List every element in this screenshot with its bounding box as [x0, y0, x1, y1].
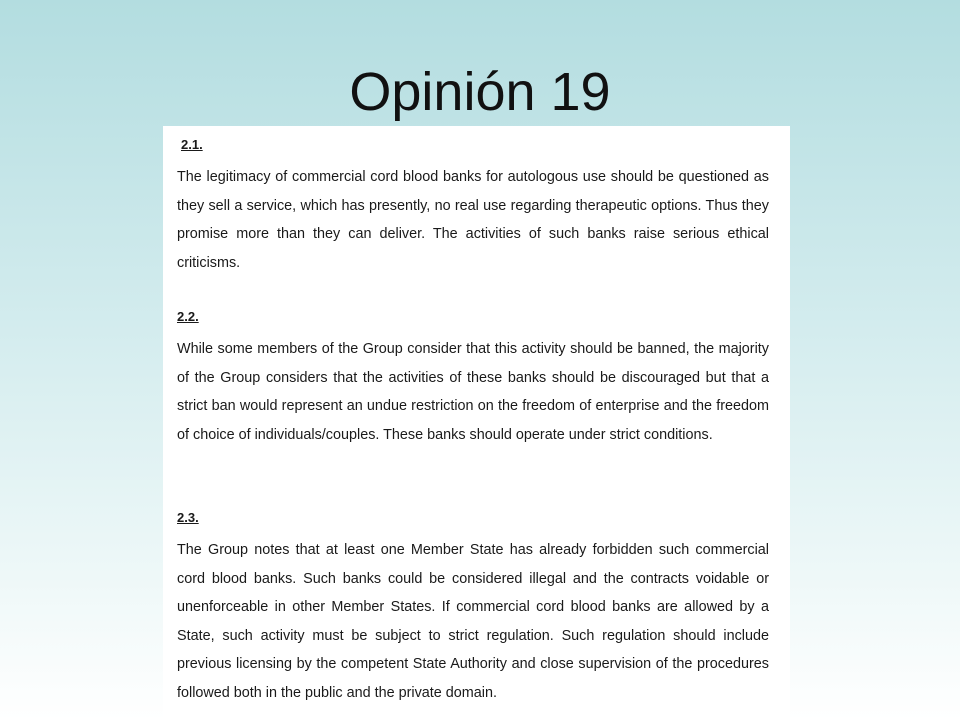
- section-paragraph: The legitimacy of commercial cord blood banks for autologous use should be questioned as they sell a service, which has presently, no real use regarding therapeutic options. Thus they promise more than they can deliver. The activities of such banks raise serious ethical criticisms.: [177, 169, 769, 271]
- section-heading: 2.3.: [177, 510, 199, 525]
- section-paragraph: While some members of the Group consider that this activity should be banned, the majority of the Group considers that the activities of these banks should be discouraged but that a strict ban would represent an undue restriction on the freedom of enterprise and the freedom of choice of individuals/couples. These banks should operate under strict conditions.: [177, 341, 769, 443]
- section-2-1: [177, 137, 769, 277]
- slide-title: Opinión 19: [349, 62, 611, 122]
- section-heading: 2.1.: [181, 137, 203, 152]
- document-image-panel: [163, 126, 790, 720]
- section-2-2: [177, 309, 769, 449]
- section-paragraph: The Group notes that at least one Member State has already forbidden such commercial cord blood banks. Such banks could be considered illegal and the contracts voidable or unenforceable in other Member States. If commercial cord blood banks are allowed by a State, such activity must be subject to strict regulation. Such regulation should include previous licensing by the competent State Authority and close supervision of the procedures followed both in the public and the private domain.: [177, 542, 769, 701]
- section-2-3: [177, 510, 769, 708]
- section-heading: 2.2.: [177, 309, 199, 324]
